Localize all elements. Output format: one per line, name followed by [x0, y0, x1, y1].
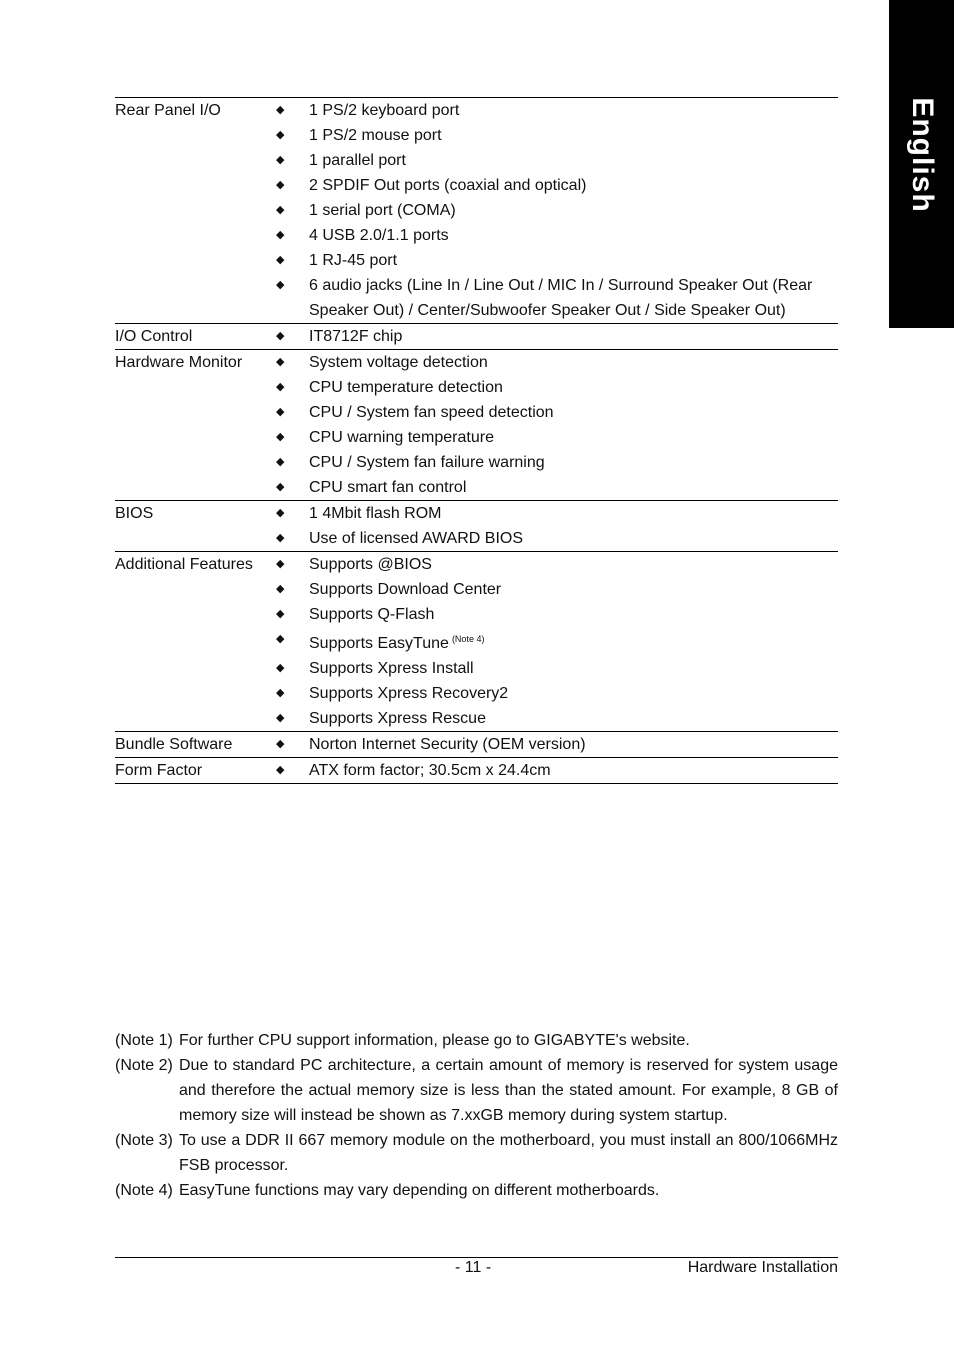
spec-item: [275, 758, 838, 783]
diamond-bullet-icon: ◆: [276, 254, 285, 266]
spec-label: Additional Features: [115, 556, 253, 573]
spec-item: [275, 425, 838, 450]
spec-item-text: [309, 400, 838, 425]
spec-item-label: Use of licensed AWARD BIOS: [309, 530, 523, 547]
note: [115, 1053, 838, 1128]
spec-item-text: [309, 248, 838, 273]
spec-item-label: CPU / System fan speed detection: [309, 404, 554, 421]
spec-item-label: System voltage detection: [309, 354, 488, 371]
spec-item-label: 1 RJ-45 port: [309, 252, 398, 269]
spec-item-label: IT8712F chip: [309, 328, 403, 345]
language-tab-label: English: [905, 97, 939, 213]
spec-item: [275, 375, 838, 400]
spec-item: [275, 400, 838, 425]
note-tag: (Note 4): [115, 1182, 173, 1199]
diamond-bullet-icon: ◆: [276, 204, 285, 216]
note-reference: (Note 4): [451, 634, 485, 644]
spec-item-list: [275, 324, 838, 349]
diamond-bullet-icon: ◆: [276, 583, 285, 595]
spec-item-label: CPU warning temperature: [309, 429, 494, 446]
spec-label: Rear Panel I/O: [115, 102, 221, 119]
diamond-bullet-icon: ◆: [276, 481, 285, 493]
spec-item-text: [309, 148, 838, 173]
diamond-bullet-icon: ◆: [276, 381, 285, 393]
spec-item-label: Norton Internet Security (OEM version): [309, 736, 586, 753]
spec-item-list: [275, 350, 838, 500]
spec-item-text: [309, 450, 838, 475]
note-tag: (Note 1): [115, 1032, 173, 1049]
spec-item-label: Supports EasyTune: [309, 635, 449, 652]
spec-item-text: [309, 681, 838, 706]
spec-item: [275, 350, 838, 375]
note-tag: (Note 2): [115, 1057, 173, 1074]
diamond-bullet-icon: ◆: [276, 507, 285, 519]
spec-item-text: [309, 425, 838, 450]
spec-item-text: [309, 526, 838, 551]
spec-item-label: Supports Xpress Install: [309, 660, 474, 677]
spec-label: BIOS: [115, 505, 154, 522]
spec-row: [115, 758, 838, 784]
diamond-bullet-icon: ◆: [276, 764, 285, 776]
spec-row: [115, 552, 838, 732]
notes-section: [115, 1028, 838, 1203]
diamond-bullet-icon: ◆: [276, 129, 285, 141]
diamond-bullet-icon: ◆: [276, 356, 285, 368]
spec-item: [275, 501, 838, 526]
spec-item-text: [309, 552, 838, 577]
spec-item-text: [309, 627, 838, 656]
spec-item-text: [309, 198, 838, 223]
spec-item-text: [309, 98, 838, 123]
diamond-bullet-icon: ◆: [276, 456, 285, 468]
spec-item: [275, 450, 838, 475]
note: [115, 1028, 838, 1053]
spec-item-text: [309, 475, 838, 500]
spec-item: [275, 324, 838, 349]
spec-item: [275, 248, 838, 273]
diamond-bullet-icon: ◆: [276, 406, 285, 418]
spec-item-text: [309, 758, 838, 783]
spec-row: [115, 98, 838, 324]
diamond-bullet-icon: ◆: [276, 330, 285, 342]
spec-item: [275, 656, 838, 681]
spec-item-label: 1 parallel port: [309, 152, 406, 169]
spec-item: [275, 98, 838, 123]
spec-item-label: CPU / System fan failure warning: [309, 454, 545, 471]
diamond-bullet-icon: ◆: [276, 532, 285, 544]
diamond-bullet-icon: ◆: [276, 179, 285, 191]
note-text: For further CPU support information, please go to GIGABYTE's website.: [179, 1032, 690, 1049]
spec-item: [275, 273, 838, 323]
spec-item-text: [309, 324, 838, 349]
spec-item-label: CPU smart fan control: [309, 479, 467, 496]
spec-item-label: Supports Q-Flash: [309, 606, 435, 623]
spec-item-text: [309, 602, 838, 627]
diamond-bullet-icon: ◆: [276, 229, 285, 241]
spec-item-label: ATX form factor; 30.5cm x 24.4cm: [309, 762, 551, 779]
spec-item-text: [309, 656, 838, 681]
note-text: Due to standard PC architecture, a certain amount of memory is reserved for system usage and therefore the actual memory size is less than the stated amount. For example, 8 GB of memory size will instead be shown as 7.xxGB memory during system startup.: [179, 1057, 838, 1124]
spec-item-label: Supports @BIOS: [309, 556, 432, 573]
spec-item-text: [309, 273, 838, 323]
spec-item-text: [309, 732, 838, 757]
footer-section-title: Hardware Installation: [687, 1259, 838, 1276]
spec-label: Hardware Monitor: [115, 354, 243, 371]
spec-item-label: 1 serial port (COMA): [309, 202, 456, 219]
spec-item: [275, 706, 838, 731]
spec-item-label: Supports Xpress Rescue: [309, 710, 486, 727]
spec-item-text: [309, 123, 838, 148]
spec-row: [115, 350, 838, 501]
diamond-bullet-icon: ◆: [276, 154, 285, 166]
spec-item: [275, 602, 838, 627]
diamond-bullet-icon: ◆: [276, 608, 285, 620]
language-tab: [889, 0, 954, 328]
spec-item-text: [309, 173, 838, 198]
spec-item-label: Supports Xpress Recovery2: [309, 685, 509, 702]
spec-item: [275, 552, 838, 577]
spec-item: [275, 577, 838, 602]
spec-label: Bundle Software: [115, 736, 233, 753]
diamond-bullet-icon: ◆: [276, 104, 285, 116]
page-number: - 11 -: [455, 1259, 492, 1276]
spec-item-list: [275, 552, 838, 731]
spec-item-text: [309, 501, 838, 526]
spec-item-label: Supports Download Center: [309, 581, 502, 598]
spec-item: [275, 732, 838, 757]
spec-item: [275, 173, 838, 198]
spec-label: I/O Control: [115, 328, 193, 345]
specifications-table: [115, 97, 838, 784]
spec-item: [275, 526, 838, 551]
spec-row: [115, 732, 838, 758]
spec-item-list: [275, 501, 838, 551]
spec-item-label: CPU temperature detection: [309, 379, 503, 396]
spec-item-text: [309, 577, 838, 602]
diamond-bullet-icon: ◆: [276, 662, 285, 674]
spec-row: [115, 324, 838, 350]
note-text: To use a DDR II 667 memory module on the motherboard, you must install an 800/1066MHz FSB processor.: [179, 1132, 838, 1174]
spec-item-label: 6 audio jacks (Line In / Line Out / MIC In / Surround Speaker Out (Rear Speaker Out) / Center/Subwoofer Speaker Out / Side Speaker Out): [309, 277, 813, 319]
spec-item-label: 2 SPDIF Out ports (coaxial and optical): [309, 177, 587, 194]
diamond-bullet-icon: ◆: [276, 279, 285, 291]
note-text: EasyTune functions may vary depending on different motherboards.: [179, 1182, 660, 1199]
diamond-bullet-icon: ◆: [276, 431, 285, 443]
spec-item-label: 1 4Mbit flash ROM: [309, 505, 442, 522]
diamond-bullet-icon: ◆: [276, 738, 285, 750]
spec-item: [275, 123, 838, 148]
spec-item: [275, 223, 838, 248]
spec-item: [275, 475, 838, 500]
spec-item: [275, 627, 838, 656]
spec-row: [115, 501, 838, 552]
diamond-bullet-icon: ◆: [276, 558, 285, 570]
diamond-bullet-icon: ◆: [276, 712, 285, 724]
note: [115, 1178, 838, 1203]
spec-item-list: [275, 98, 838, 323]
spec-item-label: 1 PS/2 keyboard port: [309, 102, 460, 119]
note: [115, 1128, 838, 1178]
diamond-bullet-icon: ◆: [276, 633, 285, 645]
spec-item-label: 4 USB 2.0/1.1 ports: [309, 227, 449, 244]
spec-item: [275, 198, 838, 223]
spec-item-text: [309, 223, 838, 248]
spec-item-list: [275, 758, 838, 783]
spec-item-label: 1 PS/2 mouse port: [309, 127, 442, 144]
spec-item-text: [309, 375, 838, 400]
spec-item-list: [275, 732, 838, 757]
spec-label: Form Factor: [115, 762, 203, 779]
spec-item-text: [309, 706, 838, 731]
spec-item-text: [309, 350, 838, 375]
note-tag: (Note 3): [115, 1132, 173, 1149]
spec-item: [275, 681, 838, 706]
spec-item: [275, 148, 838, 173]
diamond-bullet-icon: ◆: [276, 687, 285, 699]
